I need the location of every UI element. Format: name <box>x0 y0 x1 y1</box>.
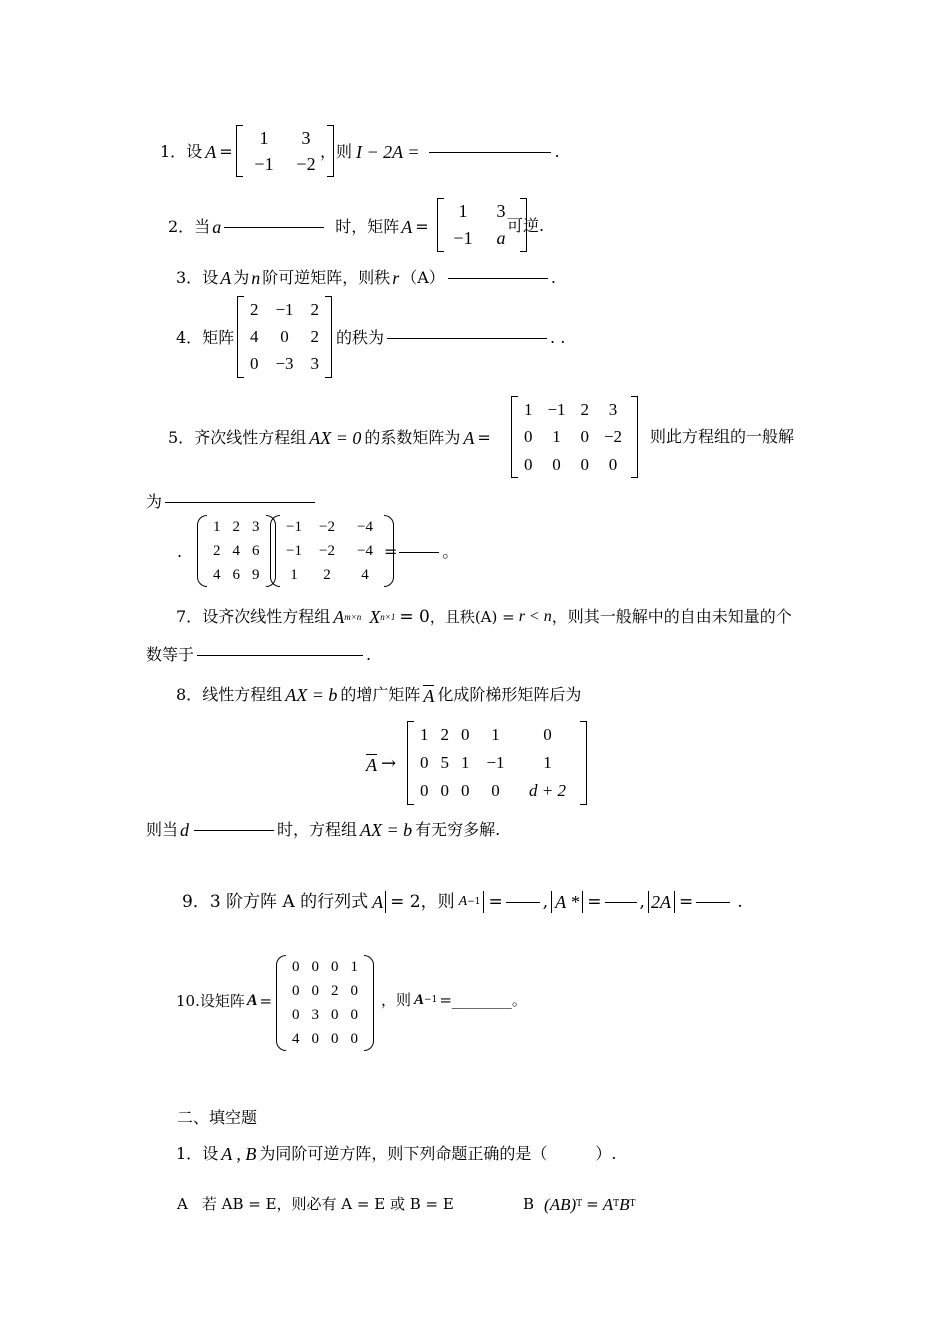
matrix-cell: 0 <box>292 983 300 999</box>
q5-line2: 为 <box>146 494 318 510</box>
matrix-cell: 0 <box>524 427 533 447</box>
matrix-cell: 0 <box>331 1007 339 1023</box>
matrix-cell: 1 <box>259 127 269 148</box>
matrix-cell: −1 <box>254 153 274 174</box>
matrix-cell: 1 <box>350 959 358 975</box>
q6-number: . <box>177 542 183 561</box>
matrix-cell: 0 <box>311 1031 319 1047</box>
matrix-cell: 2 <box>310 326 319 346</box>
matrix-cell: −2 <box>296 153 316 174</box>
matrix-cell: −1 <box>286 543 302 559</box>
matrix-cell: 0 <box>292 959 300 975</box>
q5-tail: 则此方程组的一般解 <box>650 427 795 446</box>
matrix-cell: 1 <box>420 725 429 744</box>
matrix-cell: −1 <box>547 400 566 420</box>
matrix-cell: −2 <box>318 543 335 559</box>
q1-var-A: A <box>205 142 217 162</box>
matrix-cell: 2 <box>232 519 240 535</box>
q8-matrix <box>407 721 587 805</box>
matrix-cell: 1 <box>458 201 468 221</box>
matrix-cell: 2 <box>580 400 589 420</box>
matrix-cell: 3 <box>496 201 506 221</box>
matrix-cell: 1 <box>524 400 533 420</box>
matrix-cell: 4 <box>292 1031 300 1047</box>
q1-number: 1． <box>160 142 187 161</box>
q8-line: 8． 线性方程组 AX = b 的增广矩阵 A 化成阶梯形矩阵后为 <box>176 685 582 706</box>
matrix-cell: 0 <box>350 1031 358 1047</box>
matrix-cell: −2 <box>318 519 335 535</box>
matrix-cell: 0 <box>580 454 589 474</box>
q5-number: 5． <box>168 428 195 447</box>
matrix-cell: 3 <box>252 519 260 535</box>
s1-number: 1． <box>176 1144 203 1163</box>
matrix-cell: 2 <box>331 983 339 999</box>
matrix-cell: 0 <box>420 781 429 800</box>
q10-number: 10. <box>176 991 200 1010</box>
matrix-cell: 1 <box>290 567 298 583</box>
q9-answer-blank-3[interactable] <box>696 901 730 903</box>
matrix-cell: 1 <box>461 753 470 772</box>
matrix-cell: a <box>496 228 506 248</box>
matrix-cell: −1 <box>275 299 294 319</box>
q4-tail: 的秩为 . . <box>336 328 566 347</box>
matrix-cell: 0 <box>524 454 533 474</box>
q3-line: 3． 设 A 为 n 阶可逆矩阵，则秩 r （A） . <box>176 268 556 288</box>
matrix-cell: 1 <box>213 519 221 535</box>
matrix-cell: 3 <box>311 1007 319 1023</box>
matrix-cell: 0 <box>292 1007 300 1023</box>
q7-line2: 数等于 . <box>146 645 372 664</box>
matrix-cell: 0 <box>461 781 470 800</box>
matrix-cell: −1 <box>486 753 505 772</box>
matrix-cell: 4 <box>213 567 221 583</box>
matrix-cell: 0 <box>250 354 259 374</box>
matrix-cell: 6 <box>252 543 260 559</box>
q7-answer-blank[interactable] <box>197 654 363 656</box>
matrix-cell: 0 <box>331 1031 339 1047</box>
matrix-cell: 2 <box>323 567 331 583</box>
q1-line: 1． 设 A = <box>160 142 233 162</box>
matrix-cell: 2 <box>250 299 259 319</box>
matrix-cell: 3 <box>301 127 311 148</box>
matrix-cell: 2 <box>213 543 221 559</box>
matrix-cell: 0 <box>311 959 319 975</box>
matrix-cell: −2 <box>603 427 623 447</box>
q2-line: 2． 当 a 时，矩阵 A = <box>168 217 429 237</box>
q1-tail: ，则 I − 2A = . <box>320 142 560 162</box>
q1-answer-blank[interactable] <box>429 151 551 153</box>
section-title: 二、填空题 <box>177 1108 258 1127</box>
q1-expr: I − 2A = <box>356 142 420 162</box>
q10-answer-blank[interactable]: ________ <box>451 991 512 1009</box>
q6-matrix-2 <box>270 515 394 587</box>
matrix-cell: 0 <box>311 983 319 999</box>
q9-answer-blank-1[interactable] <box>506 901 540 903</box>
q8-number: 8． <box>176 685 203 704</box>
matrix-cell: −4 <box>356 519 373 535</box>
q3-answer-blank[interactable] <box>448 277 548 279</box>
q8-line2: 则当 d 时，方程组 AX = b 有无穷多解. <box>146 820 501 840</box>
matrix-cell: −1 <box>453 228 473 248</box>
matrix-cell: 2 <box>440 725 449 744</box>
matrix-cell: 0 <box>420 753 429 772</box>
q6-line <box>177 544 182 560</box>
matrix-cell: −4 <box>356 543 373 559</box>
matrix-cell: 0 <box>440 781 449 800</box>
s1-option-a: A 若 AB = E，则必有 A = E 或 B = E <box>177 1195 454 1213</box>
s1-option-b: B (AB) T = A T B T <box>523 1195 636 1214</box>
q2-tail: 可逆. <box>507 216 545 235</box>
q4-matrix <box>237 296 332 378</box>
q4-answer-blank[interactable] <box>387 337 547 339</box>
matrix-cell: 6 <box>232 567 240 583</box>
matrix-cell: 1 <box>552 427 561 447</box>
matrix-cell: 4 <box>361 567 369 583</box>
matrix-cell: 0 <box>580 427 589 447</box>
q9-line: 9． 3 阶方阵 A 的行列式 A = 2 ，则 A −1 = , A * = , 2A = . <box>182 891 743 912</box>
q2-number: 2． <box>168 217 195 236</box>
q5-line: 5． 齐次线性方程组 AX = 0 的系数矩阵为 A = <box>168 428 491 448</box>
matrix-cell: 4 <box>232 543 240 559</box>
q7-number: 7． <box>176 607 203 626</box>
q6-answer-blank[interactable] <box>399 551 439 553</box>
q4-number: 4． <box>176 328 203 347</box>
matrix-cell: 0 <box>543 725 552 744</box>
q10-matrix <box>276 955 374 1051</box>
q5-matrix <box>511 396 638 478</box>
matrix-cell: 0 <box>608 454 618 474</box>
matrix-cell: 2 <box>310 299 319 319</box>
matrix-cell: 5 <box>440 753 449 772</box>
matrix-cell: 9 <box>252 567 260 583</box>
matrix-cell: 0 <box>350 1007 358 1023</box>
matrix-cell: 3 <box>608 400 618 420</box>
matrix-cell: 0 <box>331 959 339 975</box>
q9-number: 9． <box>182 891 210 912</box>
matrix-cell: d + 2 <box>529 781 566 800</box>
matrix-cell: 1 <box>543 753 552 772</box>
q8-arrow: A → <box>366 753 397 775</box>
q6-matrix-1 <box>197 515 276 587</box>
q10-tail: ，则 A −1 = ________ 。 <box>381 991 527 1009</box>
matrix-cell: 0 <box>350 983 358 999</box>
q10-line: 10. 设矩阵 A = <box>176 991 273 1010</box>
matrix-cell: 4 <box>250 326 259 346</box>
matrix-cell: −3 <box>275 354 294 374</box>
q9-answer-blank-2[interactable] <box>605 901 637 903</box>
q2-answer-blank[interactable] <box>224 226 324 228</box>
q1-text: 设 <box>186 142 203 161</box>
matrix-cell: 3 <box>310 354 319 374</box>
matrix-cell: 0 <box>552 454 561 474</box>
q3-number: 3． <box>176 268 203 287</box>
q8-answer-blank[interactable] <box>194 829 274 831</box>
matrix-cell: −1 <box>286 519 302 535</box>
q5-answer-blank[interactable] <box>165 501 315 503</box>
matrix-cell: 0 <box>461 725 470 744</box>
matrix-cell: 0 <box>280 326 289 346</box>
q4-line: 4． 矩阵 <box>176 328 235 347</box>
matrix-cell: 0 <box>491 781 500 800</box>
q6-tail: = 。 <box>384 542 459 561</box>
s1-line: 1． 设 A , B 为同阶可逆方阵，则下列命题正确的是（ ）. <box>176 1144 617 1164</box>
matrix-cell: 1 <box>491 725 500 744</box>
q7-line: 7． 设齐次线性方程组 A m×n X n×1 = 0 ，且秩(A) = r < n ，则其一般解中的自由未知量的个 <box>176 606 792 627</box>
